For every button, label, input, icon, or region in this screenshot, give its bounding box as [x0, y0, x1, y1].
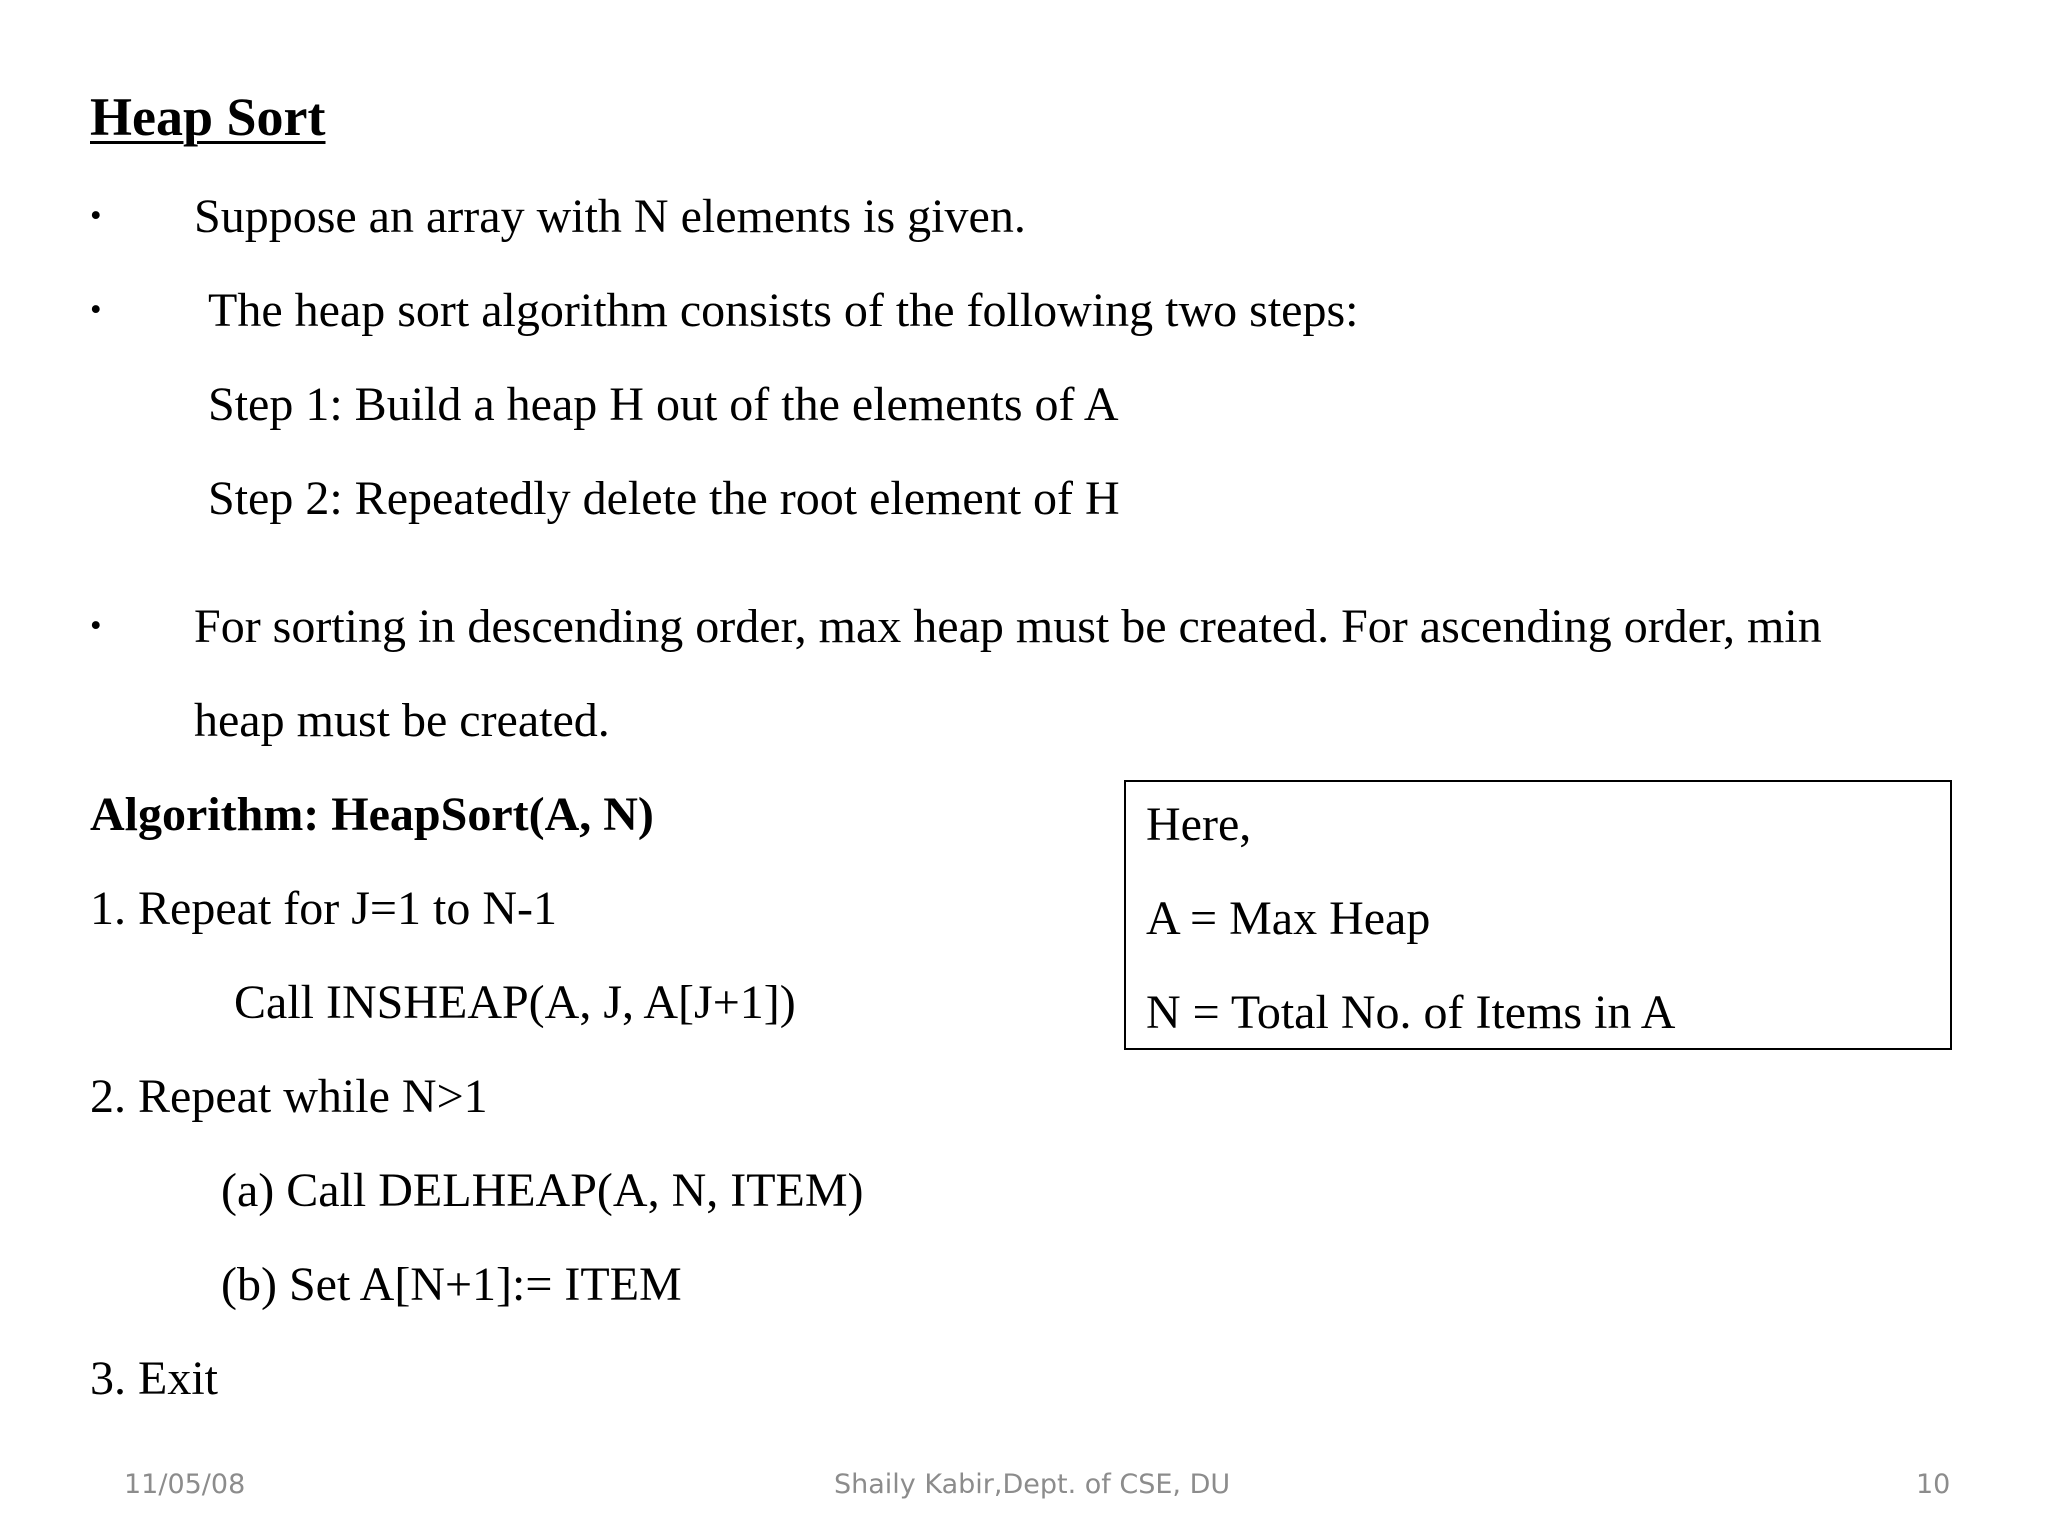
- bullet-text: The heap sort algorithm consists of the following two steps:: [208, 284, 1359, 337]
- algorithm-title: Algorithm: HeapSort(A, N): [90, 788, 654, 841]
- footer-author: Shaily Kabir,Dept. of CSE, DU: [834, 1469, 1231, 1500]
- bullet-dot-icon: •: [90, 292, 102, 328]
- step-line: Step 1: Build a heap H out of the elements of A: [208, 378, 1119, 431]
- slide-title: Heap Sort: [90, 87, 326, 147]
- bullet-text: Suppose an array with N elements is given.: [194, 190, 1026, 243]
- bullet-text: For sorting in descending order, max heap must be created. For ascending order, min: [194, 600, 1822, 653]
- algorithm-line: Call INSHEAP(A, J, A[J+1]): [234, 976, 796, 1029]
- bullet-text-continuation: heap must be created.: [194, 694, 610, 747]
- step-line: Step 2: Repeatedly delete the root element of H: [208, 472, 1120, 525]
- bullet-dot-icon: •: [90, 198, 102, 234]
- algorithm-line: (a) Call DELHEAP(A, N, ITEM): [221, 1164, 864, 1217]
- footer-page-number: 10: [1916, 1469, 1951, 1500]
- note-line: N = Total No. of Items in A: [1146, 986, 1676, 1039]
- algorithm-line: (b) Set A[N+1]:= ITEM: [221, 1258, 682, 1311]
- algorithm-line: 2. Repeat while N>1: [90, 1070, 488, 1123]
- algorithm-line: 3. Exit: [90, 1352, 218, 1405]
- footer-date: 11/05/08: [124, 1469, 246, 1500]
- note-box: [1124, 780, 1952, 1050]
- bullet-dot-icon: •: [90, 608, 102, 644]
- algorithm-line: 1. Repeat for J=1 to N-1: [90, 882, 557, 935]
- note-line: Here,: [1146, 798, 1252, 851]
- note-line: A = Max Heap: [1146, 892, 1431, 945]
